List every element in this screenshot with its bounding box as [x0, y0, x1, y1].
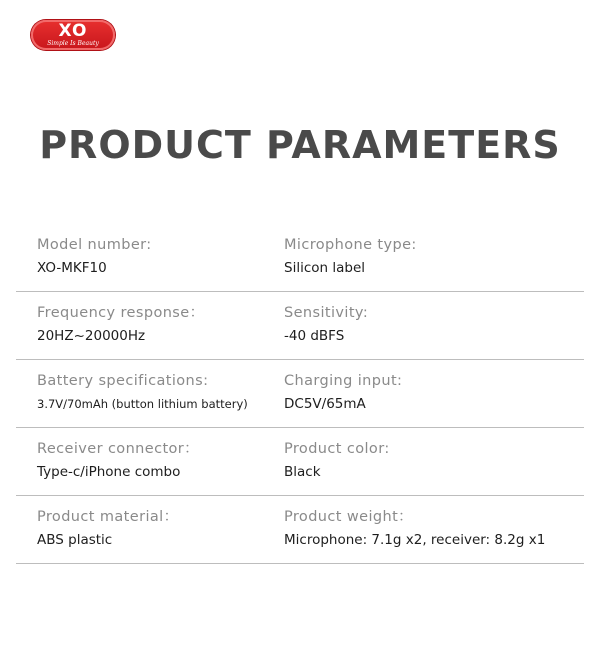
- parameter-label: Battery specifications:: [37, 373, 209, 389]
- parameter-label: Model number:: [37, 237, 152, 253]
- parameter-row: [16, 428, 584, 496]
- parameter-cell: [37, 372, 277, 413]
- parameter-cell: [37, 508, 277, 549]
- parameter-cell: [284, 372, 579, 413]
- parameter-cell: [37, 236, 277, 277]
- parameter-label: Product color:: [284, 441, 390, 457]
- parameter-label: Receiver connector：: [37, 441, 200, 457]
- page-title: PRODUCT PARAMETERS: [39, 123, 561, 167]
- parameter-cell: [284, 304, 579, 345]
- parameter-value: DC5V/65mA: [284, 396, 366, 412]
- parameter-label: Product material：: [37, 509, 179, 525]
- parameter-cell: [284, 440, 579, 481]
- logo-mark: XO: [58, 21, 88, 41]
- brand-logo: [31, 20, 115, 50]
- parameter-label: Frequency response：: [37, 305, 205, 321]
- parameter-cell: [37, 304, 277, 345]
- parameter-label: Product weight：: [284, 509, 414, 525]
- parameters-table: [16, 224, 584, 564]
- parameter-label: Microphone type:: [284, 237, 417, 253]
- parameter-cell: [37, 440, 277, 481]
- logo-tagline: Simple Is Beauty: [47, 40, 99, 47]
- parameter-value: 20HZ~20000Hz: [37, 328, 146, 344]
- parameter-value: Black: [284, 464, 321, 480]
- parameter-value: -40 dBFS: [284, 328, 345, 344]
- parameter-value: Type-c/iPhone combo: [37, 464, 181, 480]
- parameter-row: [16, 496, 584, 564]
- parameter-row: [16, 292, 584, 360]
- parameter-cell: [284, 508, 579, 549]
- parameter-value: Silicon label: [284, 260, 365, 276]
- parameter-value: XO-MKF10: [37, 260, 107, 276]
- parameter-value: ABS plastic: [37, 532, 113, 548]
- parameter-value: 3.7V/70mAh (button lithium battery): [37, 397, 248, 411]
- parameter-label: Charging input:: [284, 373, 403, 389]
- parameter-label: Sensitivity:: [284, 305, 369, 321]
- parameter-value: Microphone: 7.1g x2, receiver: 8.2g x1: [284, 532, 546, 548]
- parameter-row: [16, 224, 584, 292]
- parameter-row: [16, 360, 584, 428]
- parameter-cell: [284, 236, 579, 277]
